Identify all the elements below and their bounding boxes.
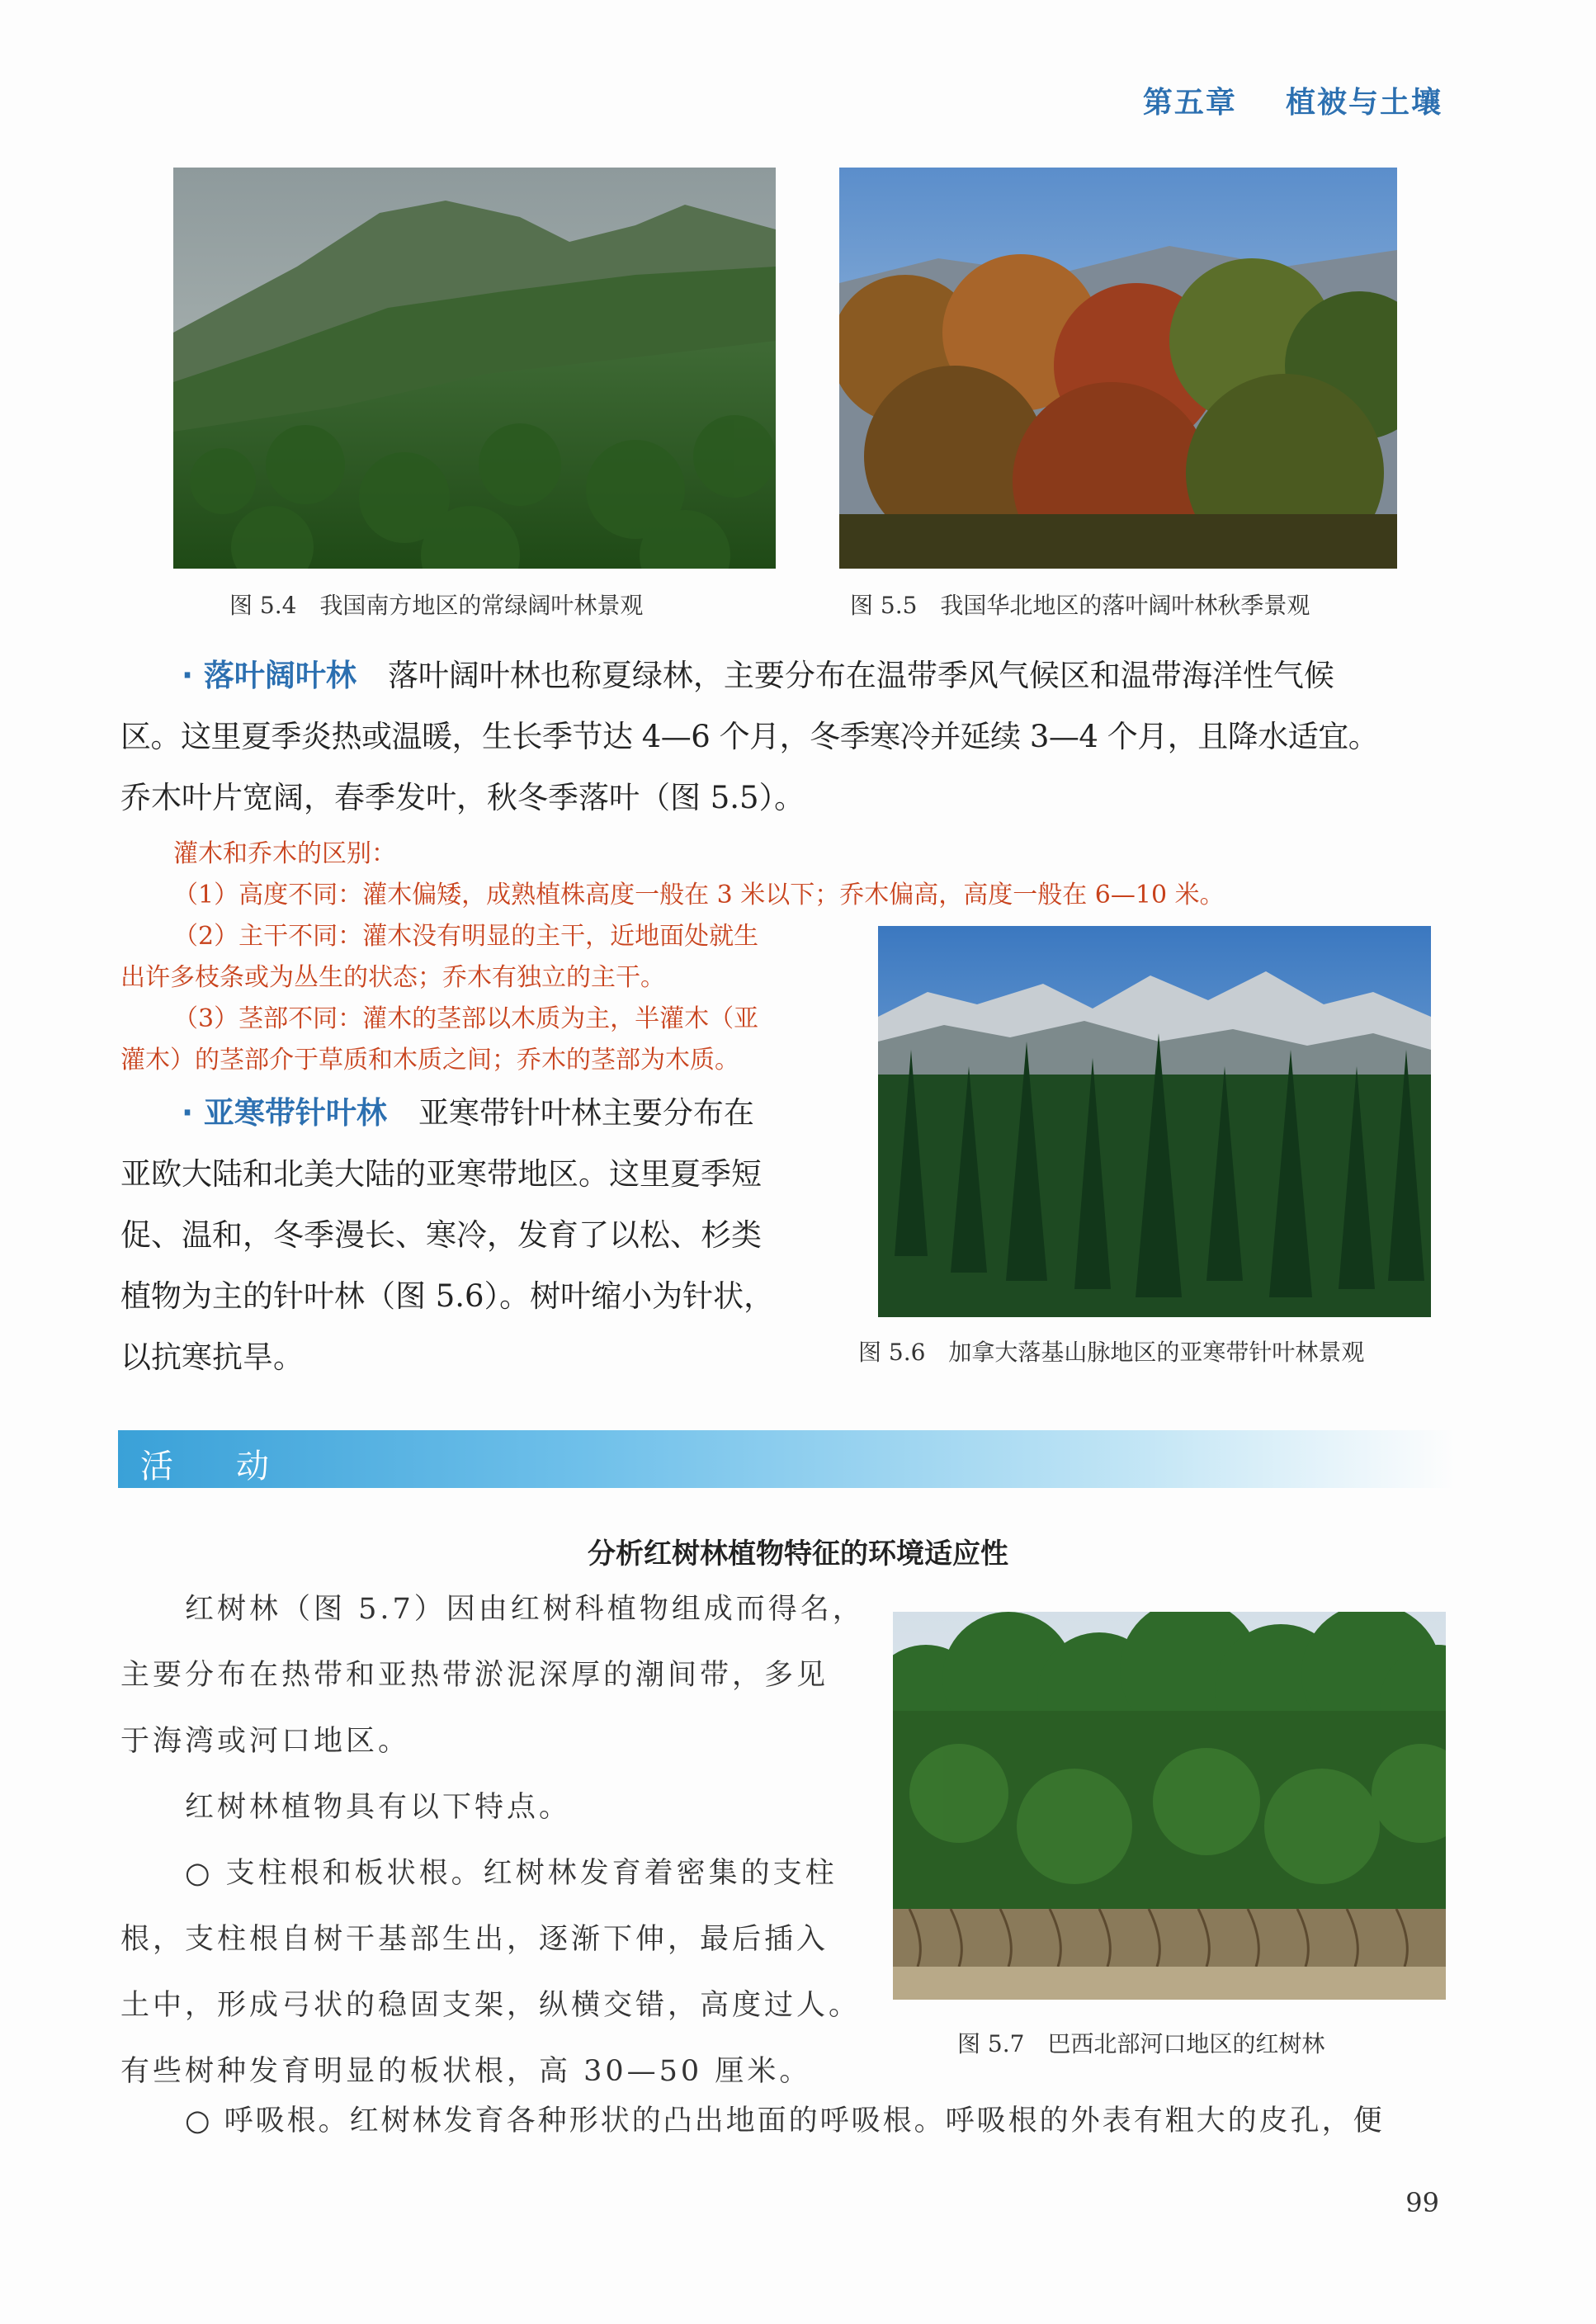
note-item-2b: 出许多枝条或为丛生的状态；乔木有独立的主干。	[120, 963, 665, 992]
figure-5-7-photo	[893, 1612, 1446, 2000]
chapter-title: 植被与土壤	[1285, 86, 1443, 120]
activity-p3-line-1: ○ 支柱根和板状根。红树林发育着密集的支柱	[185, 1857, 838, 1890]
note-item-3b: 灌木）的茎部介于草质和木质之间；乔木的茎部为木质。	[120, 1046, 739, 1075]
note-item-1: （1）高度不同：灌木偏矮，成熟植株高度一般在 3 米以下；乔木偏高，高度一般在 6—10 米。	[173, 881, 1225, 909]
activity-p1-line-2: 主要分布在热带和亚热带淤泥深厚的潮间带，多见	[120, 1659, 829, 1692]
taiga-heading: · 亚寒带针叶林	[182, 1095, 387, 1131]
activity-p1-line-1: 红树林（图 5.7）因由红树科植物组成而得名，	[185, 1593, 865, 1626]
activity-p3-line-4: 有些树种发育明显的板状根，高 30—50 厘米。	[120, 2055, 812, 2088]
deciduous-section	[120, 645, 1474, 829]
deciduous-line-1	[120, 645, 1474, 706]
chapter-header	[1143, 79, 1443, 121]
figure-5-6-caption: 图 5.6 加拿大落基山脉地区的亚寒带针叶林景观	[858, 1339, 1365, 1366]
page-number: 99	[1405, 2187, 1439, 2218]
figure-5-4-caption: 图 5.4 我国南方地区的常绿阔叶林景观	[229, 592, 644, 619]
figure-5-5-caption: 图 5.5 我国华北地区的落叶阔叶林秋季景观	[850, 592, 1310, 619]
taiga-line-4: 植物为主的针叶林（图 5.6）。树叶缩小为针状，	[120, 1278, 775, 1314]
deciduous-line-2: 区。这里夏季炎热或温暖，生长季节达 4—6 个月，冬季寒冷并延续 3—4 个月，且降水适宜。	[120, 719, 1379, 754]
activity-p1-line-3: 于海湾或河口地区。	[120, 1725, 411, 1758]
deciduous-line-3: 乔木叶片宽阔，春季发叶，秋冬季落叶（图 5.5）。	[120, 780, 805, 815]
activity-p3-line-2: 根，支柱根自树干基部生出，逐渐下伸，最后插入	[120, 1923, 829, 1956]
note-item-2a: （2）主干不同：灌木没有明显的主干，近地面处就生	[173, 922, 759, 951]
shrub-tree-note-cont	[120, 916, 847, 1081]
figure-5-6-photo	[878, 926, 1431, 1317]
activity-p3-line-3: 土中，形成弓状的稳固支架，纵横交错，高度过人。	[120, 1989, 862, 2022]
activity-p2: 红树林植物具有以下特点。	[185, 1791, 572, 1824]
figure-5-7-caption: 图 5.7 巴西北部河口地区的红树林	[957, 2030, 1325, 2057]
note-title: 灌木和乔木的区别：	[173, 839, 396, 868]
figure-5-5-photo	[839, 168, 1397, 569]
activity-body	[120, 1576, 863, 2104]
shrub-tree-note	[173, 834, 1411, 916]
deciduous-heading: · 落叶阔叶林	[182, 658, 357, 693]
taiga-line-2: 亚欧大陆和北美大陆的亚寒带地区。这里夏季短	[120, 1156, 762, 1192]
activity-banner	[118, 1430, 1455, 1488]
activity-title: 分析红树林植物特征的环境适应性	[588, 1538, 1008, 1571]
deciduous-text-1: 落叶阔叶林也称夏绿林，主要分布在温带季风气候区和温带海洋性气候	[387, 658, 1334, 693]
activity-label: 活 动	[140, 1448, 284, 1486]
note-item-3a: （3）茎部不同：灌木的茎部以木质为主，半灌木（亚	[173, 1004, 759, 1033]
activity-p4: ○ 呼吸根。红树林发育各种形状的凸出地面的呼吸根。呼吸根的外表有粗大的皮孔，便	[185, 2104, 1385, 2137]
taiga-section	[120, 1083, 847, 1388]
chapter-number: 第五章	[1142, 86, 1237, 120]
figure-5-4-photo	[173, 168, 776, 569]
taiga-line-3: 促、温和，冬季漫长、寒冷，发育了以松、杉类	[120, 1217, 762, 1253]
taiga-line-1	[120, 1083, 847, 1144]
taiga-text-1: 亚寒带针叶林主要分布在	[418, 1095, 754, 1131]
taiga-line-5: 以抗寒抗旱。	[120, 1339, 304, 1375]
